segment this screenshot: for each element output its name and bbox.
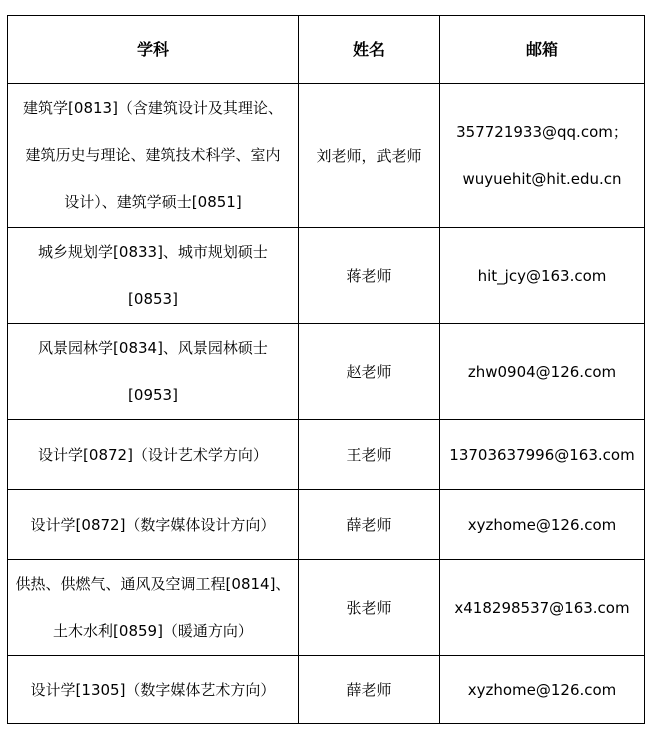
name-cell: 张老师 — [299, 560, 440, 656]
subject-line: 城乡规划学[0833]、城市规划硕士 — [38, 242, 268, 261]
subject-cell — [8, 560, 299, 656]
name-cell: 薛老师 — [299, 656, 440, 724]
name-cell: 蒋老师 — [299, 228, 440, 324]
subject-cell: 设计学[0872]（设计艺术学方向） — [8, 420, 299, 490]
subject-line: 风景园林学[0834]、风景园林硕士 — [38, 338, 268, 357]
table-row — [8, 420, 645, 490]
email-cell — [440, 84, 645, 228]
subject-line: [0953] — [128, 385, 178, 404]
subject-cell: 设计学[1305]（数字媒体艺术方向） — [8, 656, 299, 724]
email-cell: 13703637996@163.com — [440, 420, 645, 490]
email-cell: zhw0904@126.com — [440, 324, 645, 420]
email-cell: hit_jcy@163.com — [440, 228, 645, 324]
table-row — [8, 84, 645, 228]
header-subject: 学科 — [8, 16, 299, 84]
subject-cell — [8, 84, 299, 228]
header-email: 邮箱 — [440, 16, 645, 84]
table-row — [8, 324, 645, 420]
name-cell: 刘老师，武老师 — [299, 84, 440, 228]
subject-cell: 设计学[0872]（数字媒体设计方向） — [8, 490, 299, 560]
subject-line: [0853] — [128, 289, 178, 308]
table-header-row — [8, 16, 645, 84]
name-cell: 赵老师 — [299, 324, 440, 420]
name-cell: 王老师 — [299, 420, 440, 490]
contact-table — [7, 15, 645, 724]
subject-cell — [8, 324, 299, 420]
email-cell: xyzhome@126.com — [440, 490, 645, 560]
table-row — [8, 228, 645, 324]
subject-line: 设计）、建筑学硕士[0851] — [64, 193, 242, 211]
subject-line: 建筑历史与理论、建筑技术科学、室内 — [25, 146, 281, 164]
subject-line: 供热、供燃气、通风及空调工程[0814]、 — [15, 574, 291, 593]
table-row — [8, 490, 645, 560]
header-name: 姓名 — [299, 16, 440, 84]
contact-table-container — [7, 15, 645, 724]
table-row — [8, 656, 645, 724]
subject-line: 土木水利[0859]（暖通方向） — [53, 621, 253, 640]
email-line: wuyuehit@hit.edu.cn — [462, 169, 622, 188]
email-line: 357721933@qq.com； — [456, 122, 628, 141]
table-row — [8, 560, 645, 656]
email-cell: xyzhome@126.com — [440, 656, 645, 724]
email-cell: x418298537@163.com — [440, 560, 645, 656]
subject-cell — [8, 228, 299, 324]
name-cell: 薛老师 — [299, 490, 440, 560]
subject-line: 建筑学[0813]（含建筑设计及其理论、 — [23, 99, 283, 117]
